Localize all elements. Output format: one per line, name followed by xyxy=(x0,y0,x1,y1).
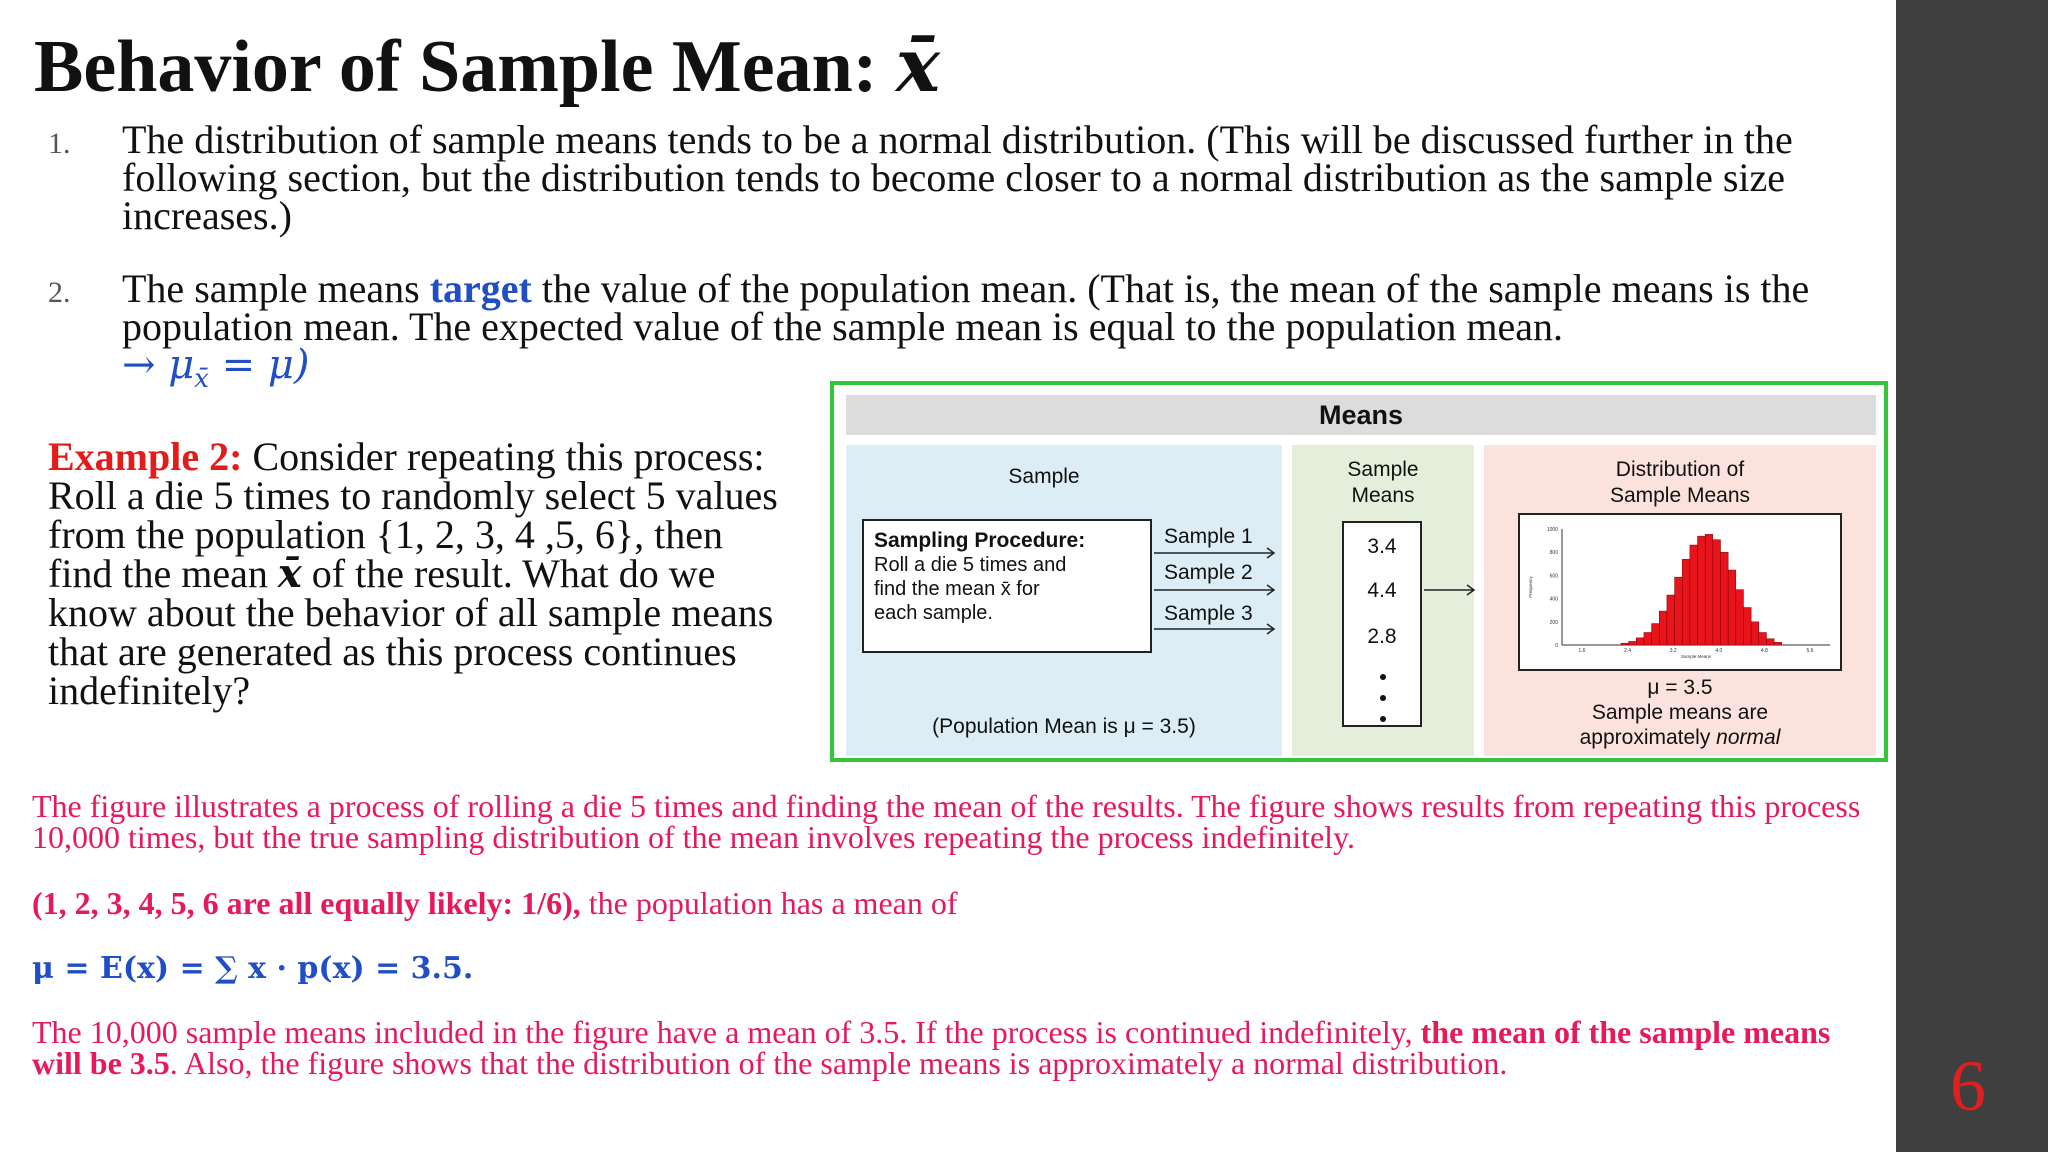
distribution-panel xyxy=(1484,445,1876,756)
y-tick-label: 800 xyxy=(1549,550,1558,557)
histogram-bar xyxy=(1721,552,1729,645)
list-number: 2. xyxy=(48,276,71,309)
procedure-line: Roll a die 5 times and xyxy=(874,554,1067,576)
note-text: the population has a mean of xyxy=(580,885,958,921)
x-tick-label: 4.0 xyxy=(1715,648,1723,654)
ellipsis-dots xyxy=(1378,671,1388,727)
example-xbar-symbol: x̄ xyxy=(277,550,302,597)
histogram-bar xyxy=(1667,595,1675,645)
example-text: Consider repeating this process: Roll a die 5 times to randomly select 5 values from the population {1, 2, 3, 4 ,5, 6}, then find the mean xyxy=(48,434,778,596)
means-title-line: Sample xyxy=(1347,458,1419,481)
result-line: approximately xyxy=(1579,726,1717,749)
page-number: 6 xyxy=(1950,1046,1986,1126)
mean-formula xyxy=(122,342,310,394)
note-text: The 10,000 sample means included in the figure have a mean of 3.5. If the process is continued indefinitely, xyxy=(32,1014,1421,1050)
y-tick-label: 600 xyxy=(1549,573,1558,580)
title-xbar-symbol: x̄ xyxy=(895,23,941,109)
result-normal: normal xyxy=(1716,726,1781,749)
example-2 xyxy=(48,434,788,713)
text-segment: the value of the population mean. (That is, the mean of the sample means is the population mean. The expected value of the sample mean is equal to the population mean. xyxy=(122,266,1810,349)
slide-title xyxy=(34,23,941,109)
histogram-bar xyxy=(1759,633,1767,645)
sample-title: Sample xyxy=(1008,465,1080,488)
note-text: . Also, the figure shows that the distribution of the sample means is approximately a normal distribution. xyxy=(169,1045,1508,1081)
example-text: of the result. What do we know about the behavior of all sample means that are generated as this process continues indefinitely? xyxy=(48,551,774,713)
formula-part: = μ) xyxy=(208,342,310,388)
histogram-bar xyxy=(1766,639,1774,645)
note-paragraph-4 xyxy=(32,1014,1882,1081)
means-list xyxy=(1342,521,1422,727)
distribution-title-line: Distribution of xyxy=(1615,458,1745,481)
equally-likely-text: (1, 2, 3, 4, 5, 6 are all equally likely: 1/6), xyxy=(32,885,581,921)
sample-arrows xyxy=(1152,545,1282,635)
y-tick-label: 0 xyxy=(1555,643,1558,649)
means-title-line: Means xyxy=(1351,484,1415,507)
population-note: (Population Mean is μ = 3.5) xyxy=(932,715,1196,738)
mean-conclusion: the mean of the sample means will be 3.5 xyxy=(32,1014,1831,1081)
histogram-chart xyxy=(1520,515,1840,669)
mean-value-1: 3.4 xyxy=(1367,535,1397,558)
sample-3-label: Sample 3 xyxy=(1164,602,1253,625)
y-axis-label: Frequency xyxy=(1528,576,1533,598)
example-label: Example 2: xyxy=(48,434,243,479)
sample-1-label: Sample 1 xyxy=(1164,525,1253,548)
histogram-bar xyxy=(1751,622,1759,645)
x-tick-label: 5.6 xyxy=(1806,648,1814,654)
list-text xyxy=(122,266,1902,398)
histogram-bar xyxy=(1690,545,1698,645)
mean-value-3: 2.8 xyxy=(1367,625,1397,648)
procedure-line: find the mean x̄ for xyxy=(874,578,1040,600)
list-number: 1. xyxy=(48,127,71,160)
histogram-bar xyxy=(1644,633,1652,645)
histogram-bar xyxy=(1675,577,1683,645)
procedure-line: each sample. xyxy=(874,602,993,624)
histogram-bar xyxy=(1652,624,1660,645)
histogram-bar xyxy=(1728,570,1736,645)
histogram-bar xyxy=(1713,540,1721,645)
histogram-bar xyxy=(1682,559,1690,645)
x-tick-label: 2.4 xyxy=(1624,648,1632,654)
sample-panel xyxy=(846,445,1282,756)
mean-value-2: 4.4 xyxy=(1367,579,1397,602)
histogram-bar xyxy=(1698,536,1706,645)
histogram xyxy=(1518,513,1842,671)
note-paragraph-1: The figure illustrates a process of rolling a die 5 times and finding the mean of the results. The figure shows results from repeating this process 10,000 times, but the true sampling distribution of the mean involves repeating the process indefinitely. xyxy=(32,788,1861,855)
means-panel xyxy=(1292,445,1474,756)
distribution-title-line: Sample Means xyxy=(1609,484,1751,507)
y-tick-label: 400 xyxy=(1549,596,1558,603)
histogram-bar xyxy=(1736,590,1744,645)
x-axis-label: Sample Means xyxy=(1680,654,1712,659)
distribution-result xyxy=(1484,675,1876,750)
x-tick-label: 4.8 xyxy=(1760,648,1768,654)
result-mu: μ = 3.5 xyxy=(1647,676,1713,699)
formula-subscript: x̄ xyxy=(194,364,209,394)
procedure-heading: Sampling Procedure: xyxy=(874,529,1086,552)
means-title xyxy=(1292,457,1474,509)
distribution-title xyxy=(1484,457,1876,509)
y-tick-label: 1000 xyxy=(1546,527,1558,533)
histogram-bar xyxy=(1743,608,1751,645)
expected-value-formula: μ = E(x) = ∑ x · p(x) = 3.5. xyxy=(32,951,474,986)
histogram-bar xyxy=(1705,534,1713,645)
histogram-bar xyxy=(1636,638,1644,645)
note-paragraph-2 xyxy=(32,885,1882,921)
sampling-procedure-box xyxy=(862,519,1152,653)
list-text: The distribution of sample means tends to be a normal distribution. (This will be discussed further in the following section, but the distribution tends to become closer to a normal distribution as the sample size increases.) xyxy=(122,117,1793,238)
x-tick-label: 3.2 xyxy=(1669,648,1677,654)
histogram-bar xyxy=(1659,611,1667,645)
result-line: Sample means are xyxy=(1591,701,1769,724)
x-tick-label: 1.6 xyxy=(1578,648,1586,654)
histogram-bar xyxy=(1629,641,1637,645)
sample-2-label: Sample 2 xyxy=(1164,561,1253,584)
right-sidebar xyxy=(1896,0,2048,1152)
figure-header: Means xyxy=(846,395,1876,435)
means-arrow xyxy=(1422,583,1478,597)
histogram-bar xyxy=(1774,642,1782,645)
histogram-bar xyxy=(1621,643,1629,645)
formula-part: → μ xyxy=(122,342,195,388)
y-tick-label: 200 xyxy=(1549,619,1558,626)
text-segment: The sample means xyxy=(122,266,430,311)
sampling-figure xyxy=(830,381,1888,762)
title-text: Behavior of Sample Mean: xyxy=(34,26,896,108)
highlight-target: target xyxy=(429,266,532,311)
